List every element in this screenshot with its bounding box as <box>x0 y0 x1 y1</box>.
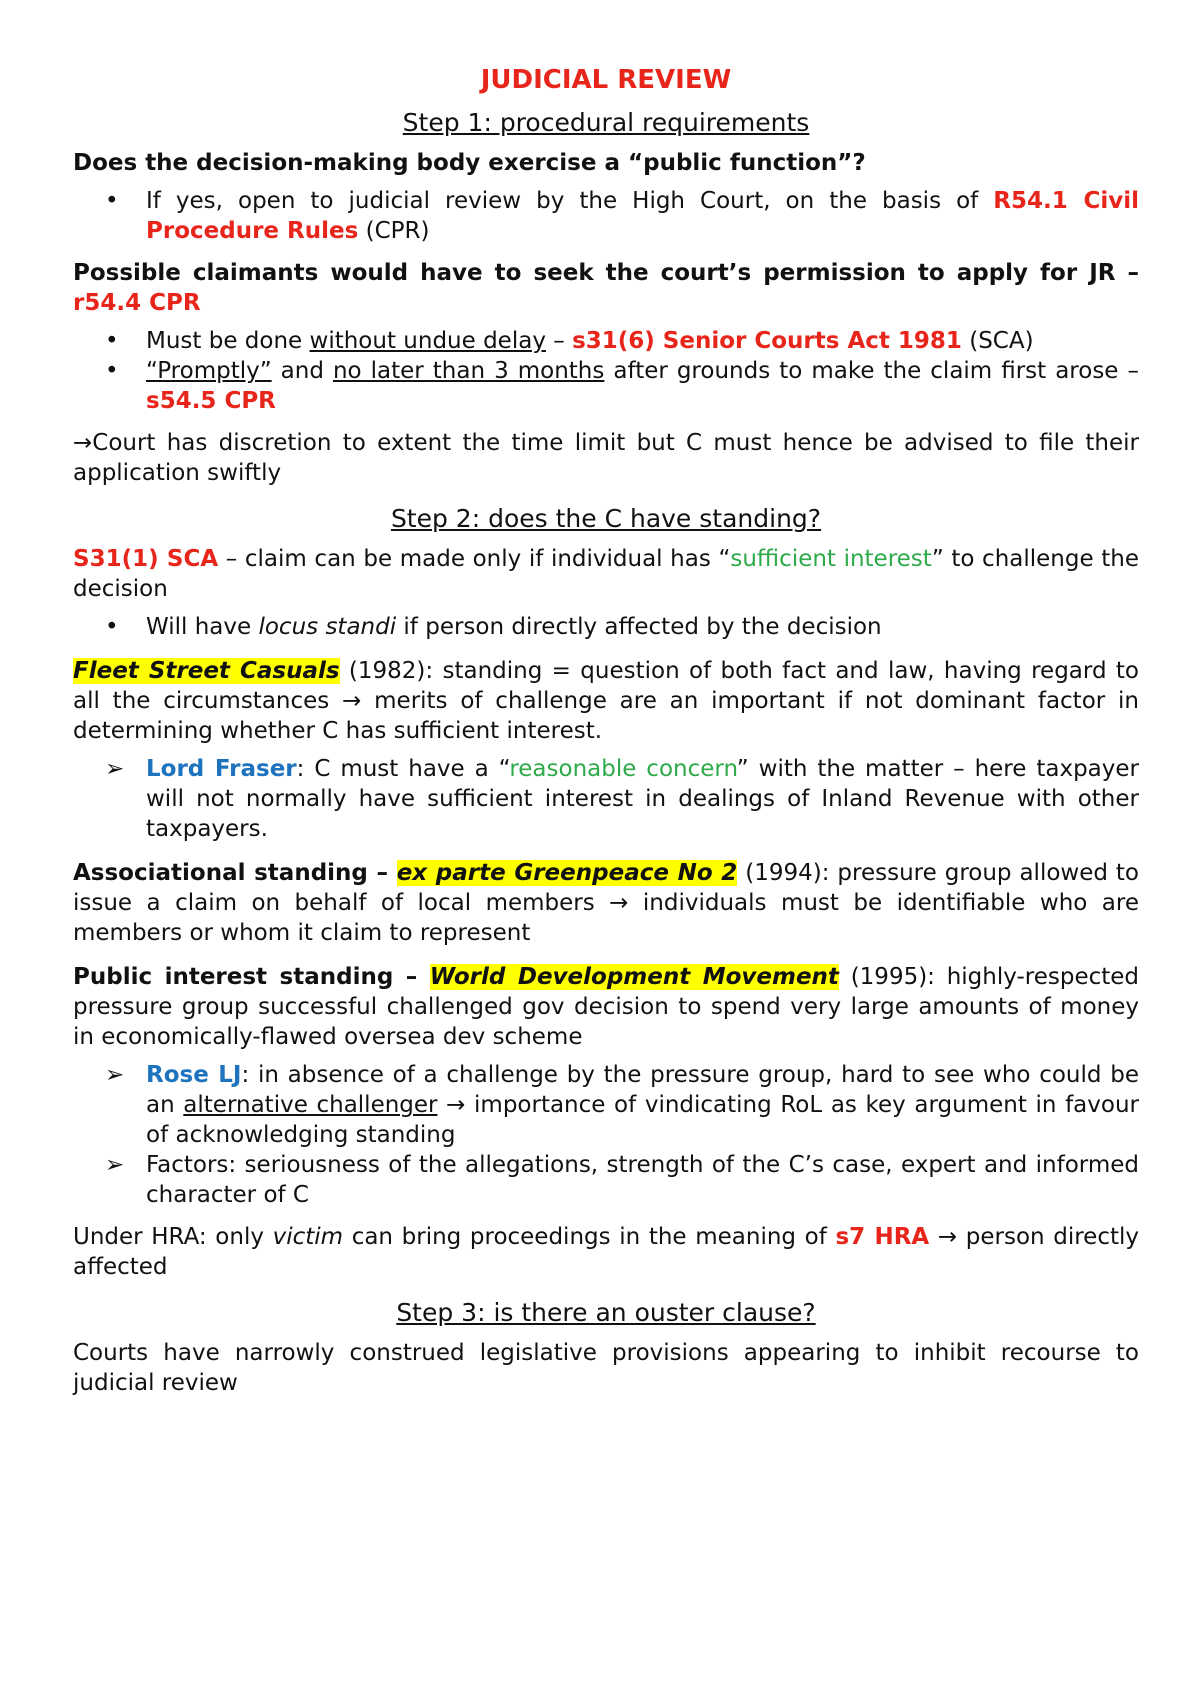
legal-reference: s31(6) Senior Courts Act 1981 <box>572 328 962 354</box>
wdm-bullets <box>73 1060 1139 1210</box>
legal-reference: r54.4 CPR <box>73 290 201 316</box>
bullet-marker: • <box>105 614 119 640</box>
step-3-heading: Step 3: is there an ouster clause? <box>396 1298 816 1327</box>
page-title: JUDICIAL REVIEW <box>480 65 732 95</box>
legal-reference: S31(1) SCA <box>73 546 219 572</box>
case-name: Fleet Street Casuals <box>73 658 340 684</box>
case-name: World Development Movement <box>429 964 839 990</box>
hra-paragraph: Under HRA: only victim can bring proceedings in the meaning of s7 HRA → person directly affected <box>73 1224 1139 1280</box>
permission-paragraph: Possible claimants would have to seek the court’s permission to apply for JR – r54.4 CPR <box>73 260 1139 316</box>
case-name: ex parte Greenpeace No 2 <box>396 860 738 886</box>
legal-reference: s7 HRA <box>835 1224 930 1250</box>
bullet-marker: • <box>105 328 119 354</box>
list-item: ➢ Rose LJ: in absence of a challenge by the pressure group, hard to see who could be an alternative challenger → importance of vindicating RoL as key argument in favour of acknowledging standing <box>105 1062 1139 1148</box>
bullet-marker: • <box>105 188 119 214</box>
time-limit-bullets <box>73 326 1139 416</box>
judge-name: Lord Fraser <box>146 756 297 782</box>
list-item: • “Promptly” and no later than 3 months after grounds to make the claim first arose – s54.5 CPR <box>105 358 1139 414</box>
legal-reference: R54.1 Civil Procedure Rules <box>146 188 1139 244</box>
arrow-bullet-icon: ➢ <box>105 1152 125 1178</box>
associational-standing-paragraph: Associational standing – ex parte Greenpeace No 2 (1994): pressure group allowed to issue a claim on behalf of local members → individuals must be identifiable who are members or whom it claim to represent <box>73 860 1140 946</box>
arrow-bullet-icon: ➢ <box>105 756 125 782</box>
list-item: • Must be done without undue delay – s31(6) Senior Courts Act 1981 (SCA) <box>105 328 1034 354</box>
judge-name: Rose LJ <box>146 1062 242 1088</box>
fraser-bullets <box>73 754 1139 844</box>
arrow-bullet-icon: ➢ <box>105 1062 125 1088</box>
step-1-heading: Step 1: procedural requirements <box>402 108 810 137</box>
step-1-bullets <box>73 186 1139 246</box>
public-function-question: Does the decision-making body exercise a “public function”? <box>73 150 866 176</box>
list-item: • Will have locus standi if person directly affected by the decision <box>105 614 882 640</box>
legal-reference: s54.5 CPR <box>146 388 276 414</box>
public-interest-standing-paragraph: Public interest standing – World Development Movement (1995): highly-respected pressure group successful challenged gov decision to spend very large amounts of money in economically-flawed oversea dev scheme <box>73 964 1140 1050</box>
sufficient-interest-paragraph: S31(1) SCA – claim can be made only if individual has “sufficient interest” to challenge the decision <box>73 546 1139 602</box>
bullet-marker: • <box>105 358 119 384</box>
step-2-heading: Step 2: does the C have standing? <box>390 504 822 533</box>
list-item: • If yes, open to judicial review by the High Court, on the basis of R54.1 Civil Procedure Rules (CPR) <box>105 188 1139 244</box>
ouster-clause-paragraph: Courts have narrowly construed legislative provisions appearing to inhibit recourse to judicial review <box>73 1340 1139 1396</box>
list-item: ➢ Factors: seriousness of the allegations, strength of the C’s case, expert and informed character of C <box>105 1152 1139 1208</box>
list-item: ➢ Lord Fraser: C must have a “reasonable concern” with the matter – here taxpayer will not normally have sufficient interest in dealings of Inland Revenue with other taxpayers. <box>105 756 1139 842</box>
fleet-street-paragraph: Fleet Street Casuals (1982): standing = question of both fact and law, having regard to all the circumstances → merits of challenge are an important if not dominant factor in determining whether C has sufficient interest. <box>73 658 1139 744</box>
discretion-note: →Court has discretion to extent the time limit but C must hence be advised to file their application swiftly <box>73 430 1139 486</box>
document-body <box>73 60 1139 1398</box>
locus-standi-bullets <box>73 612 1139 642</box>
